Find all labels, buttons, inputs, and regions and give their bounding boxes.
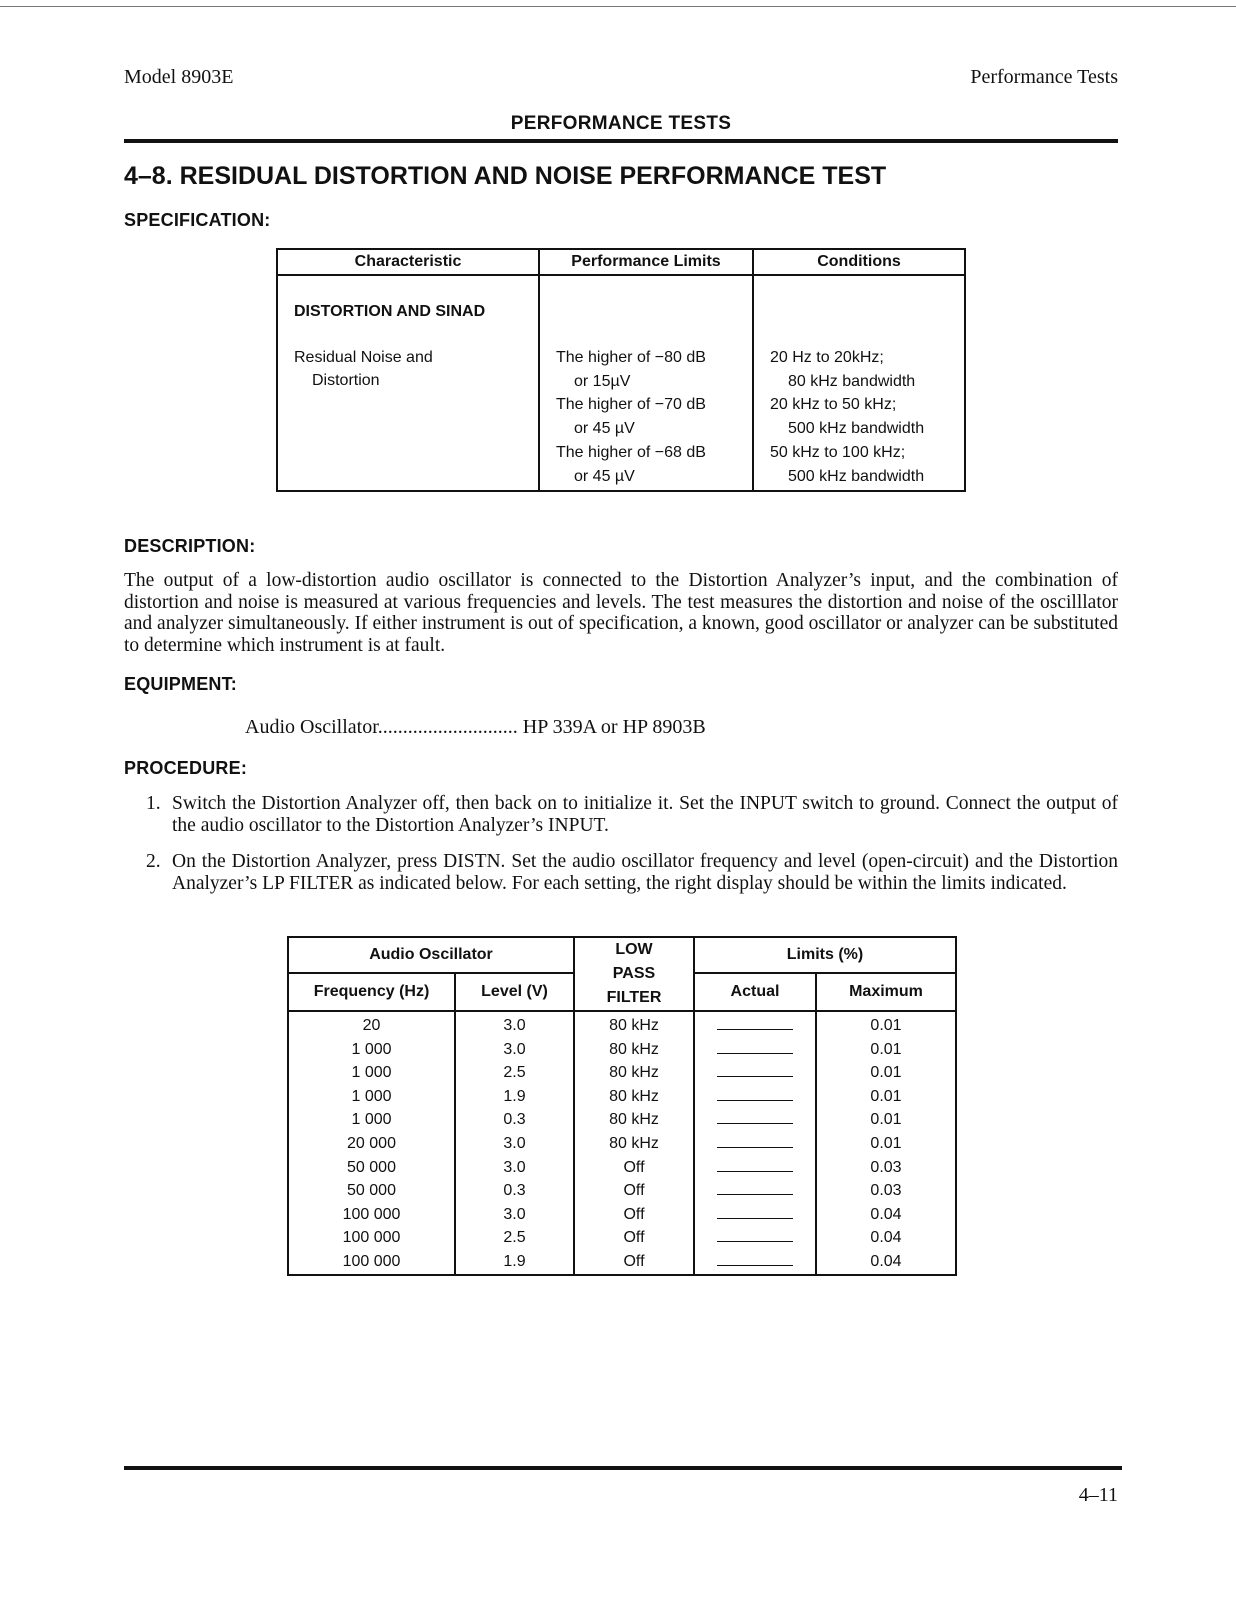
- group-header-audio-oscillator: Audio Oscillator: [288, 937, 574, 973]
- spec-condition-line: 80 kHz bandwidth: [788, 372, 916, 390]
- specification-table: [276, 248, 966, 492]
- page-number: 4–11: [1078, 1484, 1118, 1506]
- frequency-cell: 100 000: [288, 1250, 455, 1275]
- actual-cell: [694, 1038, 816, 1062]
- actual-cell: [694, 1061, 816, 1085]
- frequency-cell: 1 000: [288, 1085, 455, 1109]
- group-header-limits: Limits (%): [694, 937, 956, 973]
- actual-cell: [694, 1226, 816, 1250]
- header-filter-line: FILTER: [606, 989, 662, 1006]
- footer-rule: [124, 1466, 1122, 1470]
- table-row: [288, 1156, 956, 1180]
- level-cell: 2.5: [455, 1061, 574, 1085]
- header-actual: Actual: [694, 973, 816, 1011]
- filter-cell: Off: [574, 1156, 694, 1180]
- spec-condition-line: 50 kHz to 100 kHz;: [770, 443, 906, 461]
- header-frequency: Frequency (Hz): [288, 973, 455, 1011]
- level-cell: 3.0: [455, 1011, 574, 1038]
- header-level: Level (V): [455, 973, 574, 1011]
- table-row: [288, 1132, 956, 1156]
- actual-entry-blank[interactable]: [717, 1204, 793, 1219]
- level-cell: 3.0: [455, 1203, 574, 1227]
- filter-cell: 80 kHz: [574, 1038, 694, 1062]
- equipment-label: EQUIPMENT:: [124, 674, 238, 694]
- spec-condition-line: 500 kHz bandwidth: [788, 420, 925, 438]
- actual-entry-blank[interactable]: [717, 1015, 793, 1030]
- spec-header-limits: Performance Limits: [539, 249, 753, 275]
- table-row: [288, 1179, 956, 1203]
- description-paragraph: The output of a low-distortion audio oscillator is connected to the Distortion Analyzer’s input, and the combination of distortion and noise is measured at various frequencies and levels. The test measures the distortion and noise of the oscilllator and analyzer simultaneously. If either instrument is out of specification, a known, good oscillator or analyzer can be substituted to determine which instrument is at fault.: [124, 570, 1118, 656]
- frequency-cell: 100 000: [288, 1226, 455, 1250]
- actual-cell: [694, 1085, 816, 1109]
- actual-entry-blank[interactable]: [717, 1039, 793, 1054]
- filter-cell: 80 kHz: [574, 1011, 694, 1038]
- table-row: [288, 1250, 956, 1275]
- actual-entry-blank[interactable]: [717, 1133, 793, 1148]
- procedure-label: PROCEDURE:: [124, 758, 248, 778]
- spec-group-title: DISTORTION AND SINAD: [294, 303, 486, 320]
- level-cell: 0.3: [455, 1179, 574, 1203]
- spec-limit-line: The higher of −80 dB: [556, 349, 706, 366]
- procedure-step-text: Switch the Distortion Analyzer off, then back on to initialize it. Set the INPUT switch to ground. Connect the output of the audio oscillator to the Distortion Analyzer’s INPUT.: [172, 793, 1118, 836]
- running-header-section: Performance Tests: [970, 66, 1118, 88]
- actual-entry-blank[interactable]: [717, 1251, 793, 1266]
- spec-condition-line: 20 Hz to 20kHz;: [770, 349, 884, 366]
- maximum-cell: 0.04: [816, 1250, 956, 1275]
- filter-cell: 80 kHz: [574, 1132, 694, 1156]
- spec-characteristic-line: Distortion: [312, 372, 380, 390]
- actual-entry-blank[interactable]: [717, 1109, 793, 1124]
- spec-condition-line: 20 kHz to 50 kHz;: [770, 396, 897, 414]
- actual-cell: [694, 1108, 816, 1132]
- actual-cell: [694, 1132, 816, 1156]
- level-cell: 3.0: [455, 1132, 574, 1156]
- frequency-cell: 1 000: [288, 1108, 455, 1132]
- actual-cell: [694, 1250, 816, 1275]
- level-cell: 0.3: [455, 1108, 574, 1132]
- maximum-cell: 0.01: [816, 1085, 956, 1109]
- header-low-pass-filter: [574, 937, 694, 1011]
- spec-characteristic-cell: [277, 275, 539, 491]
- table-row: [288, 1061, 956, 1085]
- page-title: 4–8. RESIDUAL DISTORTION AND NOISE PERFORMANCE TEST: [124, 162, 887, 190]
- spec-header-conditions: Conditions: [753, 249, 965, 275]
- spec-limit-line: or 45 µV: [574, 467, 635, 485]
- maximum-cell: 0.03: [816, 1156, 956, 1180]
- equipment-model: HP 339A or HP 8903B: [522, 716, 706, 738]
- spec-limit-line: or 15µV: [574, 372, 631, 390]
- table-row: [288, 1203, 956, 1227]
- oscillator-settings-table: [287, 936, 957, 1276]
- filter-cell: 80 kHz: [574, 1108, 694, 1132]
- maximum-cell: 0.01: [816, 1108, 956, 1132]
- filter-cell: Off: [574, 1179, 694, 1203]
- actual-entry-blank[interactable]: [717, 1086, 793, 1101]
- frequency-cell: 1 000: [288, 1038, 455, 1062]
- frequency-cell: 100 000: [288, 1203, 455, 1227]
- actual-entry-blank[interactable]: [717, 1062, 793, 1077]
- maximum-cell: 0.03: [816, 1179, 956, 1203]
- maximum-cell: 0.01: [816, 1132, 956, 1156]
- filter-cell: 80 kHz: [574, 1085, 694, 1109]
- banner-rule: [124, 139, 1118, 143]
- oscillator-table-body: [288, 1011, 956, 1275]
- header-filter-line: PASS: [612, 965, 656, 982]
- actual-entry-blank[interactable]: [717, 1180, 793, 1195]
- equipment-item: Audio Oscillator: [245, 716, 378, 738]
- procedure-step-number: 1.: [146, 793, 161, 814]
- frequency-cell: 1 000: [288, 1061, 455, 1085]
- maximum-cell: 0.01: [816, 1038, 956, 1062]
- frequency-cell: 20: [288, 1011, 455, 1038]
- running-header-model: Model 8903E: [124, 66, 234, 88]
- table-row: [288, 1085, 956, 1109]
- frequency-cell: 20 000: [288, 1132, 455, 1156]
- header-filter-line: LOW: [615, 941, 653, 958]
- level-cell: 3.0: [455, 1156, 574, 1180]
- spec-header-characteristic: Characteristic: [277, 249, 539, 275]
- table-row: [288, 1038, 956, 1062]
- equipment-entry: [245, 716, 706, 739]
- maximum-cell: 0.01: [816, 1061, 956, 1085]
- procedure-step: [146, 793, 1118, 836]
- spec-limit-line: The higher of −70 dB: [556, 396, 706, 414]
- filter-cell: Off: [574, 1203, 694, 1227]
- frequency-cell: 50 000: [288, 1179, 455, 1203]
- actual-cell: [694, 1203, 816, 1227]
- table-row: [288, 1108, 956, 1132]
- specification-label: SPECIFICATION:: [124, 210, 271, 230]
- scan-top-edge-line: [0, 6, 1236, 7]
- equipment-leader-dots: ............................: [377, 716, 518, 738]
- spec-limits-cell: [539, 275, 753, 491]
- header-maximum: Maximum: [816, 973, 956, 1011]
- filter-cell: Off: [574, 1250, 694, 1275]
- level-cell: 1.9: [455, 1250, 574, 1275]
- actual-entry-blank[interactable]: [717, 1157, 793, 1172]
- spec-condition-line: 500 kHz bandwidth: [788, 467, 925, 485]
- procedure-step-number: 2.: [146, 851, 161, 872]
- actual-cell: [694, 1011, 816, 1038]
- level-cell: 2.5: [455, 1226, 574, 1250]
- procedure-step-text: On the Distortion Analyzer, press DISTN. Set the audio oscillator frequency and level (open-circuit) and the Distortion Analyzer’s LP FILTER as indicated below. For each setting, the right display should be within the limits indicated.: [172, 851, 1118, 894]
- maximum-cell: 0.04: [816, 1203, 956, 1227]
- filter-cell: 80 kHz: [574, 1061, 694, 1085]
- actual-cell: [694, 1156, 816, 1180]
- table-row: [288, 1011, 956, 1038]
- actual-cell: [694, 1179, 816, 1203]
- spec-limit-line: or 45 µV: [574, 420, 635, 438]
- section-banner: PERFORMANCE TESTS: [510, 113, 732, 134]
- maximum-cell: 0.01: [816, 1011, 956, 1038]
- maximum-cell: 0.04: [816, 1226, 956, 1250]
- filter-cell: Off: [574, 1226, 694, 1250]
- level-cell: 3.0: [455, 1038, 574, 1062]
- actual-entry-blank[interactable]: [717, 1227, 793, 1242]
- procedure-step: [146, 851, 1118, 894]
- frequency-cell: 50 000: [288, 1156, 455, 1180]
- level-cell: 1.9: [455, 1085, 574, 1109]
- table-row: [288, 1226, 956, 1250]
- spec-limit-line: The higher of −68 dB: [556, 443, 706, 461]
- spec-conditions-cell: [753, 275, 965, 491]
- description-label: DESCRIPTION:: [124, 536, 256, 556]
- spec-characteristic-line: Residual Noise and: [294, 348, 433, 366]
